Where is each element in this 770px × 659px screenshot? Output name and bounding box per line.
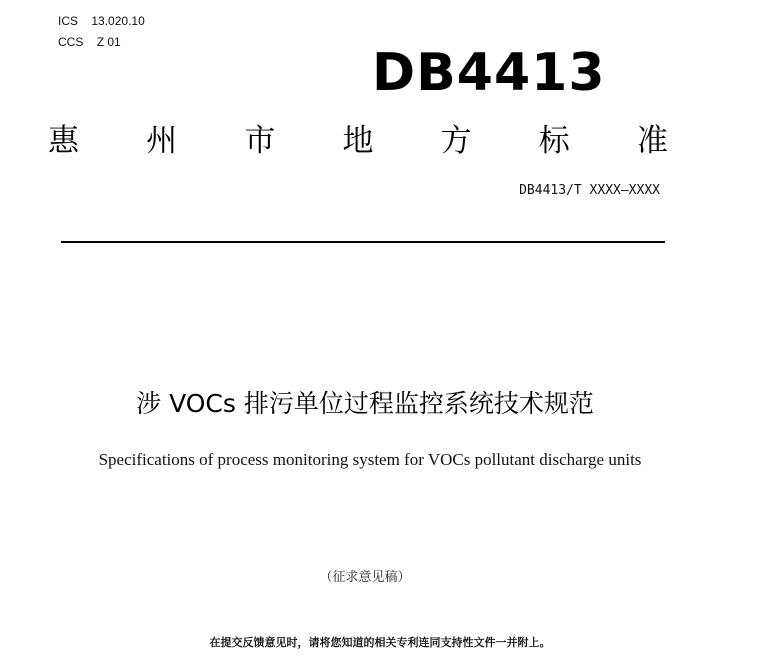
draft-label: （征求意见稿） [319,570,411,585]
ccs-line [58,35,121,49]
ccs-value: Z 01 [96,35,121,49]
document-title-cn: 涉 VOCs 排污单位过程监控系统技术规范 [136,389,594,418]
ics-label: ICS [58,14,79,28]
standard-title-char: 准 [636,123,668,159]
ics-value: 13.020.10 [91,14,145,28]
document-title-en: Specifications of process monitoring system for VOCs pollutant discharge units [98,450,642,469]
divider-line [61,241,665,243]
standard-title-char: 市 [244,123,276,159]
standard-title-char: 标 [538,123,570,159]
db-code: DB4413 [372,43,606,103]
footer-note: 在提交反馈意见时，请将您知道的相关专利连同支持性文件一并附上。 [209,636,551,649]
standard-title [48,118,668,164]
standard-title-char: 惠 [48,123,79,159]
standard-number: DB4413/T XXXX—XXXX [519,183,660,198]
standard-title-char: 地 [342,123,374,159]
ccs-label: CCS [58,35,84,49]
standard-title-char: 方 [440,123,472,159]
ics-line [58,14,145,28]
standard-title-char: 州 [146,123,178,159]
